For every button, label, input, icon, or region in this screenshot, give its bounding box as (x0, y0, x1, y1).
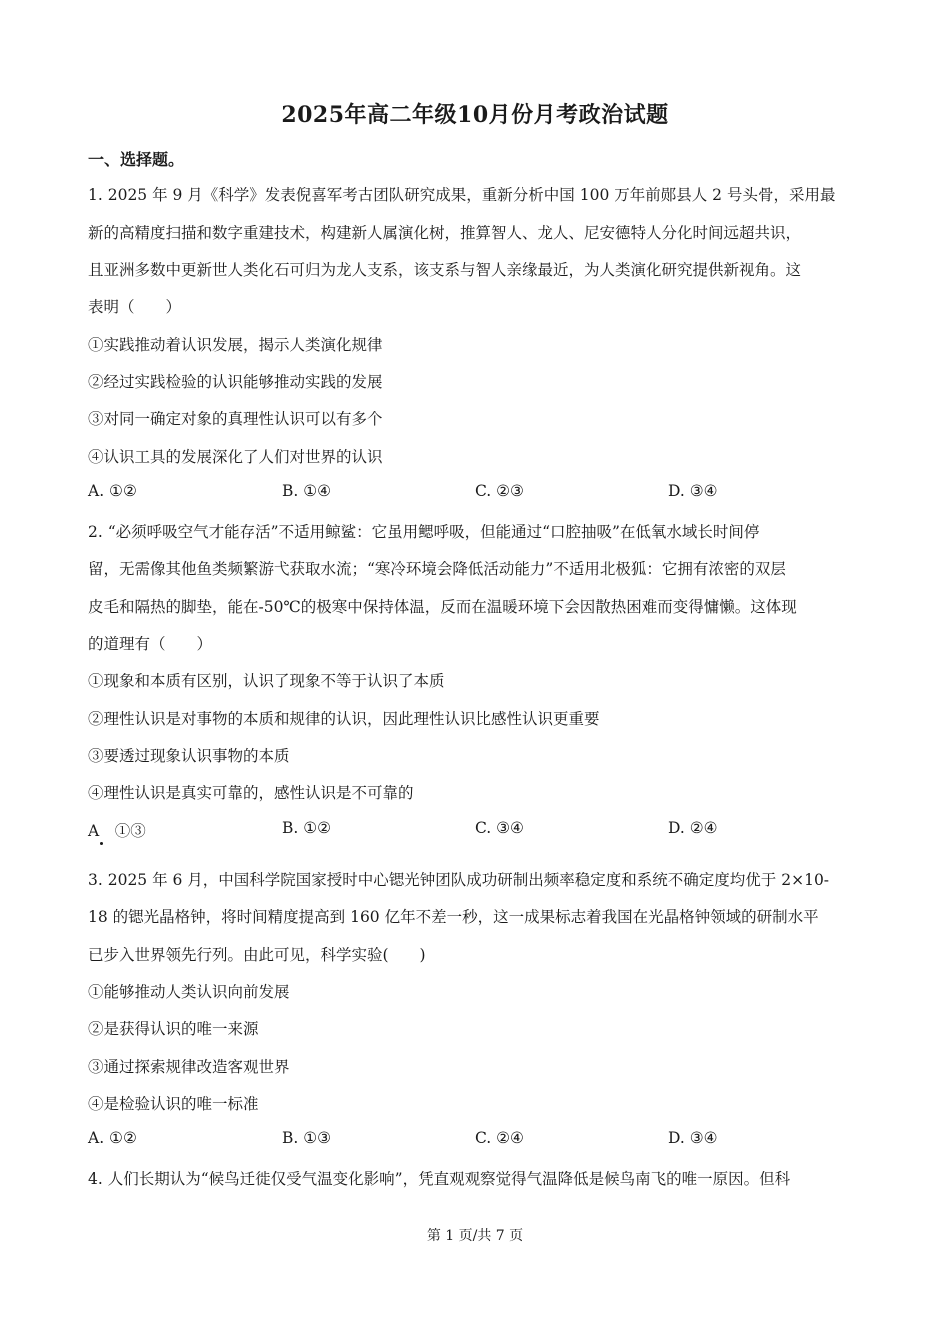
question-1-option-b: B. ①④ (282, 482, 332, 500)
question-1-option-c: C. ②③ (475, 482, 524, 500)
question-3-line: 已步入世界领先行列。由此可见，科学实验( ) (88, 946, 426, 964)
question-1-item: ①实践推动着认识发展，揭示人类演化规律 (88, 336, 383, 354)
question-2-option-c: C. ③④ (475, 819, 524, 837)
question-2-line: 的道理有（ ） (88, 635, 213, 653)
question-3-option-a: A. ①② (88, 1129, 137, 1147)
question-3-item: ③通过探索规律改造客观世界 (88, 1058, 290, 1076)
question-3-item: ①能够推动人类认识向前发展 (88, 983, 290, 1001)
question-2-option-d: D. ②④ (668, 819, 718, 837)
question-1-item: ③对同一确定对象的真理性认识可以有多个 (88, 410, 383, 428)
question-1-option-d: D. ③④ (668, 482, 718, 500)
stray-dot (100, 842, 103, 845)
question-2-item: ①现象和本质有区别，认识了现象不等于认识了本质 (88, 672, 445, 690)
question-1-line: 表明（ ） (88, 298, 182, 316)
question-1-line: 且亚洲多数中更新世人类化石可归为龙人支系，该支系与智人亲缘最近，为人类演化研究提供新视角。这 (88, 261, 802, 279)
question-1-option-a: A. ①② (88, 482, 137, 500)
question-2-item: ③要透过现象认识事物的本质 (88, 747, 290, 765)
page-title: 2025年高二年级10月份月考政治试题 (281, 102, 669, 128)
question-3-item: ④是检验认识的唯一标准 (88, 1095, 259, 1113)
question-1-line: 1. 2025 年 9 月《科学》发表倪喜军考古团队研究成果，重新分析中国 100 万年前郧县人 2 号头骨，采用最 (88, 186, 836, 204)
section-heading: 一、选择题。 (88, 150, 185, 169)
question-3-option-d: D. ③④ (668, 1129, 718, 1147)
question-3-option-b: B. ①③ (282, 1129, 332, 1147)
question-3-option-c: C. ②④ (475, 1129, 524, 1147)
page-footer: 第 1 页/共 7 页 (426, 1228, 524, 1244)
question-1-item: ②经过实践检验的认识能够推动实践的发展 (88, 373, 383, 391)
question-2-line: 2. “必须呼吸空气才能存活”不适用鲸鲨：它虽用鳃呼吸，但能通过“口腔抽吸”在低氧水域长时间停 (88, 523, 760, 541)
question-3-line: 18 的锶光晶格钟，将时间精度提高到 160 亿年不差一秒，这一成果标志着我国在光晶格钟领域的研制水平 (88, 908, 819, 926)
question-2-line: 留，无需像其他鱼类频繁游弋获取水流；“寒冷环境会降低活动能力”不适用北极狐：它拥有浓密的双层 (88, 560, 786, 578)
question-2-item: ②理性认识是对事物的本质和规律的认识，因此理性认识比感性认识更重要 (88, 710, 600, 728)
question-1-line: 新的高精度扫描和数字重建技术，构建新人属演化树，推算智人、龙人、尼安德特人分化时间远超共识， (88, 224, 802, 242)
question-2-option-a: A ①③ (88, 822, 146, 840)
question-2-option-b: B. ①② (282, 819, 332, 837)
question-4-line: 4. 人们长期认为“候鸟迁徙仅受气温变化影响”，凭直观观察觉得气温降低是候鸟南飞的唯一原因。但科 (88, 1170, 791, 1188)
question-3-line: 3. 2025 年 6 月，中国科学院国家授时中心锶光钟团队成功研制出频率稳定度和系统不确定度均优于 2×10- (88, 871, 830, 889)
question-2-item: ④理性认识是真实可靠的，感性认识是不可靠的 (88, 784, 414, 802)
question-1-item: ④认识工具的发展深化了人们对世界的认识 (88, 448, 383, 466)
question-3-item: ②是获得认识的唯一来源 (88, 1020, 259, 1038)
question-2-line: 皮毛和隔热的脚垫，能在-50℃的极寒中保持体温，反而在温暖环境下会因散热困难而变得慵懒。这体现 (88, 598, 797, 616)
